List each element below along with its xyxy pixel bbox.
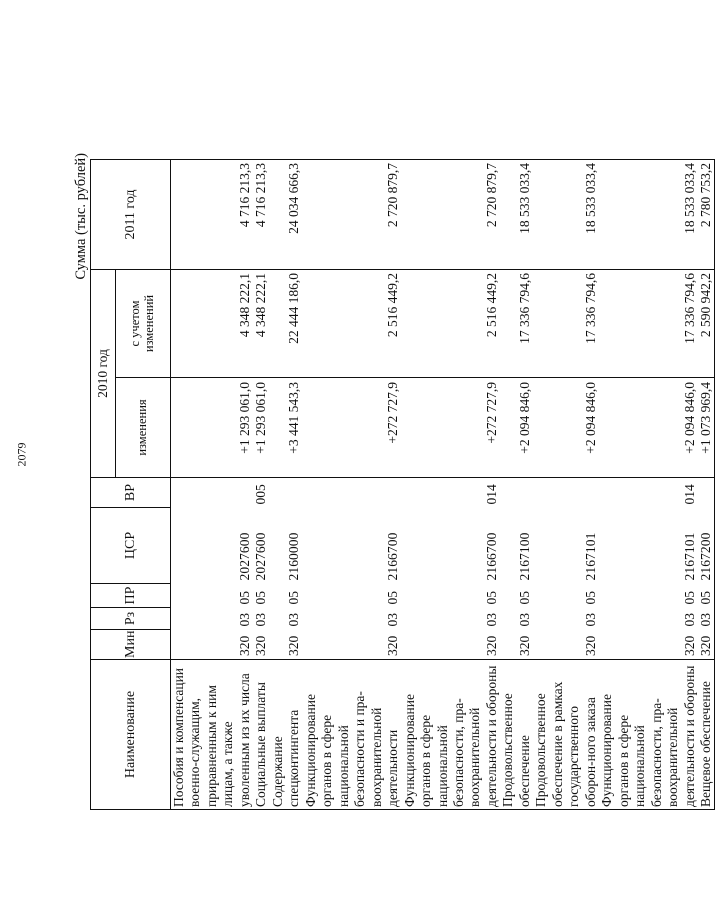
row-with-changes: 17 336 794,6: [533, 270, 599, 378]
row-name: Пособия и компенсации военно-служащим, приравненным к ним лицам, а также уволенным из их числа: [171, 660, 254, 810]
table-row: [253, 160, 269, 810]
table-row: [171, 160, 254, 810]
row-pr: 05: [582, 591, 598, 605]
row-pr: 05: [698, 584, 715, 608]
table-row: [270, 160, 303, 810]
header-changes: изменения: [116, 378, 171, 478]
row-vr: [303, 478, 402, 508]
row-2011: 2 780 753,2: [698, 160, 715, 270]
row-name: Продовольственное обеспечение: [500, 660, 533, 810]
header-year-2010: 2010 год: [91, 270, 116, 478]
row-csr: 2167200: [698, 508, 715, 584]
row-vr: [171, 478, 254, 508]
row-2011: 2 720 879,7: [303, 160, 402, 270]
row-csr: 2166700: [385, 532, 401, 581]
row-name: Функционирование органов в сфере национальной безопасности, пра-воохранительной деятельности и обороны: [599, 660, 698, 810]
row-csr: 2160000: [286, 532, 302, 581]
row-change: +3 441 543,3: [270, 378, 303, 478]
header-min: Мин: [91, 630, 171, 660]
table-row: [402, 160, 501, 810]
row-change: +2 094 846,0: [500, 378, 533, 478]
header-vr: ВР: [91, 478, 171, 508]
row-rz: 03: [698, 608, 715, 630]
header-year-2011: 2011 год: [91, 160, 171, 270]
row-csr: 2166700: [483, 532, 499, 581]
row-change: +1 293 061,0: [253, 378, 269, 478]
row-with-changes: 22 444 186,0: [270, 270, 303, 378]
row-pr: 05: [516, 591, 532, 605]
row-change: +2 094 846,0: [599, 378, 698, 478]
row-min: 320: [303, 630, 402, 660]
row-min: 320: [698, 630, 715, 660]
row-name: Функционирование органов в сфере национальной безопасности, пра-воохранительной деятельности и обороны: [402, 660, 501, 810]
row-change: +1 073 969,4: [698, 378, 715, 478]
row-change: +2 094 846,0: [533, 378, 599, 478]
row-with-changes: 2 516 449,2: [303, 270, 402, 378]
row-rz: 03: [516, 613, 532, 627]
table-row: [303, 160, 402, 810]
row-change: +272 727,9: [303, 378, 402, 478]
row-rz: 03: [286, 613, 302, 627]
row-name: Продовольственное обеспечение в рамках государственного оборон-ного заказа: [533, 660, 599, 810]
row-min: 320: [253, 630, 269, 660]
row-csr: 2167100: [516, 532, 532, 581]
row-csr: 2167101: [582, 532, 598, 581]
row-2011: 4 716 213,3: [171, 160, 254, 270]
row-with-changes: 4 348 222,1: [253, 270, 269, 378]
header-pr: ПР: [91, 584, 171, 608]
row-2011: 18 533 033,4: [500, 160, 533, 270]
table-row: [533, 160, 599, 810]
row-2011: 4 716 213,3: [253, 160, 269, 270]
row-name: Вещевое обеспечение: [698, 660, 715, 810]
row-pr: 05: [483, 591, 499, 605]
row-with-changes: 2 516 449,2: [402, 270, 501, 378]
row-change: +272 727,9: [402, 378, 501, 478]
row-min: 320: [599, 630, 698, 660]
row-vr: [533, 478, 599, 508]
row-vr: [698, 478, 715, 508]
row-pr: 05: [236, 591, 252, 605]
row-with-changes: 17 336 794,6: [500, 270, 533, 378]
row-vr: 014: [681, 484, 697, 505]
row-pr: 05: [286, 591, 302, 605]
row-2011: 18 533 033,4: [599, 160, 698, 270]
header-name: Наименование: [91, 660, 171, 810]
table-row: [599, 160, 698, 810]
row-rz: 03: [236, 613, 252, 627]
units-caption: Сумма (тыс. рублей): [73, 153, 89, 280]
header-with-changes: с учетом изменений: [116, 270, 171, 378]
row-rz: 03: [582, 613, 598, 627]
row-2011: 24 034 666,3: [270, 160, 303, 270]
row-with-changes: 17 336 794,6: [599, 270, 698, 378]
row-name: Функционирование органов в сфере национальной безопасности и пра-воохранительной деятельности: [303, 660, 402, 810]
row-pr: 05: [681, 591, 697, 605]
row-name: Социальные выплаты: [253, 660, 269, 810]
row-vr: [270, 478, 303, 508]
row-pr: 05: [253, 591, 269, 605]
row-rz: 03: [483, 613, 499, 627]
row-with-changes: 4 348 222,1: [171, 270, 254, 378]
row-min: 320: [270, 630, 303, 660]
row-vr: [500, 478, 533, 508]
row-2011: 18 533 033,4: [533, 160, 599, 270]
budget-table: [90, 159, 715, 810]
row-change: +1 293 061,0: [171, 378, 254, 478]
row-pr: 05: [385, 591, 401, 605]
row-name: Содержание спецконтингента: [270, 660, 303, 810]
header-rz: Рз: [91, 608, 171, 630]
page-number: 2079: [14, 442, 29, 467]
row-csr: 2027600: [236, 532, 252, 581]
row-rz: 03: [681, 613, 697, 627]
row-2011: 2 720 879,7: [402, 160, 501, 270]
row-vr: 014: [483, 484, 499, 505]
row-vr: 005: [253, 484, 269, 505]
row-with-changes: 2 590 942,2: [698, 270, 715, 378]
row-min: 320: [500, 630, 533, 660]
row-rz: 03: [253, 613, 269, 627]
row-min: 320: [533, 630, 599, 660]
table-row: [698, 160, 715, 810]
row-csr: 2167101: [681, 532, 697, 581]
row-min: 320: [171, 630, 254, 660]
header-csr: ЦСР: [91, 508, 171, 584]
row-rz: 03: [385, 613, 401, 627]
table-row: [500, 160, 533, 810]
table-body: [171, 160, 715, 810]
table-header: [91, 160, 171, 810]
row-csr: 2027600: [253, 532, 269, 581]
row-min: 320: [402, 630, 501, 660]
